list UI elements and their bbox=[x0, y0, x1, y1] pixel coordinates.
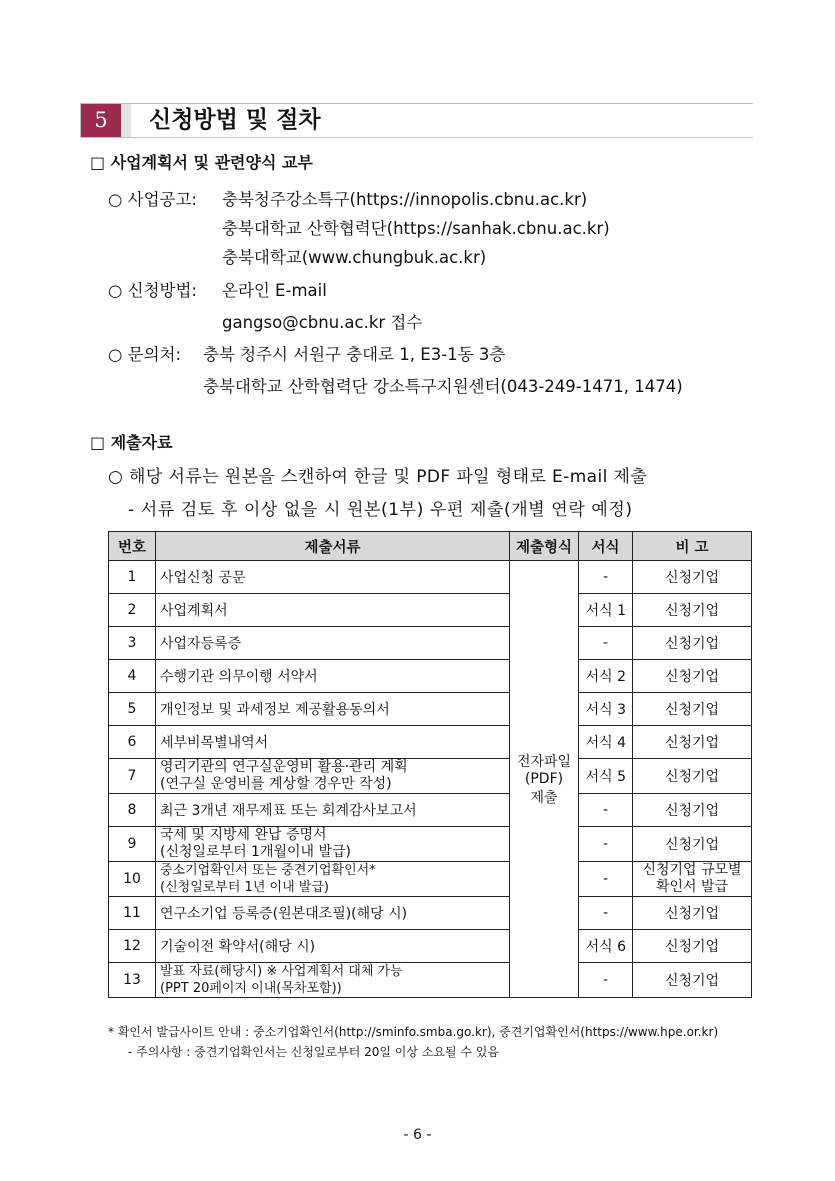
row-document bbox=[156, 963, 510, 998]
row-document-line: (신청일로부터 1년 이내 발급) bbox=[160, 880, 329, 895]
format-cell bbox=[510, 561, 579, 998]
row-document: 사업신청 공문 bbox=[156, 561, 510, 594]
row-number: 8 bbox=[109, 794, 156, 827]
row-form: - bbox=[579, 827, 633, 862]
row-note-line: 확인서 발급 bbox=[655, 879, 729, 895]
row-note: 신청기업 bbox=[633, 594, 752, 627]
footnote-sites: * 확인서 발급사이트 안내 : 중소기업확인서(http://sminfo.smba.go.kr), 중견기업확인서(https://www.hpe.or.kr) bbox=[108, 1025, 719, 1039]
row-number: 9 bbox=[109, 827, 156, 862]
row-number: 10 bbox=[109, 862, 156, 897]
row-document bbox=[156, 759, 510, 794]
table-row bbox=[109, 594, 752, 627]
submission-table bbox=[108, 531, 752, 998]
checkbox-square-icon: □ bbox=[90, 433, 106, 452]
format-line: 전자파일 bbox=[516, 754, 572, 770]
apply-method-row bbox=[108, 277, 197, 301]
row-document: 개인정보 및 과세정보 제공활용동의서 bbox=[156, 693, 510, 726]
apply-method-line-1: 온라인 E-mail bbox=[222, 281, 327, 300]
row-document: 연구소기업 등록증(원본대조필)(해당 시) bbox=[156, 897, 510, 930]
submission-instruction: 해당 서류는 원본을 스캔하여 한글 및 PDF 파일 형태로 E-mail 제출 bbox=[129, 467, 648, 487]
notice-row bbox=[108, 186, 197, 210]
submission-note: - 서류 검토 후 이상 없을 시 원본(1부) 우편 제출(개별 연락 예정) bbox=[128, 500, 633, 520]
submission-instruction-row bbox=[108, 462, 647, 487]
table-row bbox=[109, 963, 752, 998]
format-line: 제출 bbox=[530, 790, 558, 806]
table-row bbox=[109, 794, 752, 827]
row-note: 신청기업 bbox=[633, 794, 752, 827]
table-row bbox=[109, 897, 752, 930]
row-note: 신청기업 bbox=[633, 561, 752, 594]
row-document: 수행기관 의무이행 서약서 bbox=[156, 660, 510, 693]
table-row bbox=[109, 627, 752, 660]
row-note: 신청기업 bbox=[633, 693, 752, 726]
table-row bbox=[109, 862, 752, 897]
row-form: - bbox=[579, 794, 633, 827]
table-row bbox=[109, 827, 752, 862]
row-form: - bbox=[579, 561, 633, 594]
row-form: - bbox=[579, 963, 633, 998]
checkbox-square-icon: □ bbox=[90, 153, 106, 172]
row-number: 13 bbox=[109, 963, 156, 998]
contact-label: 문의처: bbox=[127, 345, 182, 364]
row-form: - bbox=[579, 862, 633, 897]
section-title-box bbox=[131, 104, 753, 137]
row-document bbox=[156, 862, 510, 897]
row-document-line: 국세 및 지방세 완납 증명서 bbox=[160, 827, 327, 843]
section-number: 5 bbox=[81, 104, 121, 137]
table-row bbox=[109, 930, 752, 963]
table-row bbox=[109, 561, 752, 594]
row-number: 5 bbox=[109, 693, 156, 726]
contact-row bbox=[108, 341, 181, 365]
header-number: 번호 bbox=[109, 532, 156, 561]
part2-heading-row bbox=[90, 430, 173, 453]
row-note: 신청기업 bbox=[633, 627, 752, 660]
table-header-row bbox=[109, 532, 752, 561]
notice-line-3: 충북대학교(www.chungbuk.ac.kr) bbox=[222, 248, 487, 267]
notice-line-1: 충북청주강소특구(https://innopolis.cbnu.ac.kr) bbox=[222, 190, 588, 209]
section-title: 신청방법 및 절차 bbox=[149, 107, 321, 133]
row-document: 기술이전 확약서(해당 시) bbox=[156, 930, 510, 963]
row-note: 신청기업 bbox=[633, 660, 752, 693]
row-form: 서식 5 bbox=[579, 759, 633, 794]
apply-method-email: gangso@cbnu.ac.kr 접수 bbox=[222, 313, 423, 332]
part1-heading: 사업계획서 및 관련양식 교부 bbox=[110, 153, 313, 172]
header-document: 제출서류 bbox=[156, 532, 510, 561]
row-form: 서식 2 bbox=[579, 660, 633, 693]
row-form: 서식 4 bbox=[579, 726, 633, 759]
row-note-line: 신청기업 규모별 bbox=[642, 862, 742, 878]
row-document-line: 중소기업확인서 또는 중견기업확인서* bbox=[160, 863, 376, 878]
contact-address: 충북 청주시 서원구 충대로 1, E3-1동 3층 bbox=[203, 345, 506, 364]
row-number: 3 bbox=[109, 627, 156, 660]
footnote-caution: - 주의사항 : 중견기업확인서는 신청일로부터 20일 이상 소요될 수 있음 bbox=[128, 1045, 499, 1059]
row-number: 2 bbox=[109, 594, 156, 627]
row-document bbox=[156, 827, 510, 862]
row-number: 12 bbox=[109, 930, 156, 963]
row-note: 신청기업 bbox=[633, 930, 752, 963]
part1-heading-row bbox=[90, 150, 313, 173]
part2-heading: 제출자료 bbox=[110, 433, 173, 452]
row-form: 서식 1 bbox=[579, 594, 633, 627]
row-form: - bbox=[579, 627, 633, 660]
row-note: 신청기업 bbox=[633, 963, 752, 998]
row-document-line: 발표 자료(해당시) ※ 사업계획서 대체 가능 bbox=[160, 964, 403, 979]
table-row bbox=[109, 759, 752, 794]
row-note: 신청기업 bbox=[633, 827, 752, 862]
table-row bbox=[109, 660, 752, 693]
header-form: 서식 bbox=[579, 532, 633, 561]
format-line: (PDF) bbox=[524, 771, 564, 787]
row-number: 7 bbox=[109, 759, 156, 794]
table-row bbox=[109, 693, 752, 726]
notice-line-2: 충북대학교 산학협력단(https://sanhak.cbnu.ac.kr) bbox=[222, 219, 610, 238]
row-form: - bbox=[579, 897, 633, 930]
circle-bullet-icon: ○ bbox=[108, 281, 123, 300]
header-format: 제출형식 bbox=[510, 532, 579, 561]
row-number: 4 bbox=[109, 660, 156, 693]
page-number: - 6 - bbox=[403, 1127, 432, 1143]
section-header-divider bbox=[121, 104, 131, 137]
row-number: 1 bbox=[109, 561, 156, 594]
row-note bbox=[633, 862, 752, 897]
table-row bbox=[109, 726, 752, 759]
apply-method-label: 신청방법: bbox=[127, 281, 197, 300]
row-document: 사업계획서 bbox=[156, 594, 510, 627]
row-document-line: (연구실 운영비를 계상할 경우만 작성) bbox=[160, 776, 392, 792]
contact-center: 충북대학교 산학협력단 강소특구지원센터(043-249-1471, 1474) bbox=[203, 377, 683, 396]
header-note: 비 고 bbox=[633, 532, 752, 561]
row-document: 사업자등록증 bbox=[156, 627, 510, 660]
circle-bullet-icon: ○ bbox=[108, 190, 123, 209]
row-document-line: (신청일로부터 1개월이내 발급) bbox=[160, 844, 352, 860]
row-number: 6 bbox=[109, 726, 156, 759]
row-form: 서식 6 bbox=[579, 930, 633, 963]
row-number: 11 bbox=[109, 897, 156, 930]
row-note: 신청기업 bbox=[633, 759, 752, 794]
row-document-line: (PPT 20페이지 이내(목차포함)) bbox=[160, 981, 342, 996]
row-document: 최근 3개년 재무제표 또는 회계감사보고서 bbox=[156, 794, 510, 827]
row-form: 서식 3 bbox=[579, 693, 633, 726]
circle-bullet-icon: ○ bbox=[108, 345, 123, 364]
row-note: 신청기업 bbox=[633, 726, 752, 759]
row-note: 신청기업 bbox=[633, 897, 752, 930]
notice-label: 사업공고: bbox=[127, 190, 197, 209]
row-document: 세부비목별내역서 bbox=[156, 726, 510, 759]
row-document-line: 영리기관의 연구실운영비 활용·관리 계획 bbox=[160, 759, 408, 775]
circle-bullet-icon: ○ bbox=[108, 467, 124, 487]
